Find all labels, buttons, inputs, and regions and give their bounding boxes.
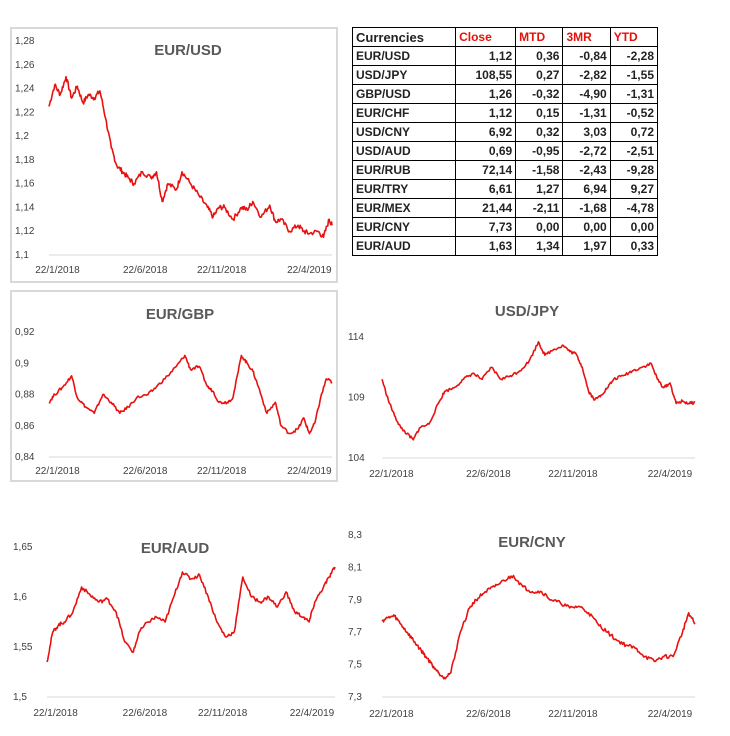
cell-close: 1,12 [456,104,516,123]
y-tick-label: 1,6 [13,592,27,603]
chart-title: USD/JPY [494,303,560,320]
cell-ytd: 0,33 [610,237,657,256]
cell-mtd: 0,32 [516,123,563,142]
y-tick-label: 1,12 [15,226,35,238]
cell-close: 1,63 [456,237,516,256]
x-tick-label: 22/1/2018 [35,466,80,477]
cell-pair: GBP/USD [353,85,456,104]
x-tick-label: 22/11/2018 [548,709,598,720]
x-tick-label: 22/11/2018 [198,708,248,719]
cell-close: 6,92 [456,123,516,142]
table-row [353,199,658,218]
cell-close: 21,44 [456,199,516,218]
cell-pair: EUR/CNY [353,218,456,237]
y-tick-label: 0,88 [15,389,35,401]
cell-mtd: 0,00 [516,218,563,237]
y-tick-label: 7,7 [348,627,362,639]
chart-title: EUR/USD [154,42,222,59]
table-row [353,142,658,161]
y-tick-label: 1,24 [15,83,35,95]
table-header-row [353,28,658,47]
cell-close: 6,61 [456,180,516,199]
cell-r3m: 3,03 [563,123,610,142]
cell-pair: EUR/AUD [353,237,456,256]
cell-r3m: -1,31 [563,104,610,123]
x-tick-label: 22/1/2018 [369,469,414,480]
cell-r3m: -2,72 [563,142,610,161]
y-tick-label: 1,22 [15,107,35,119]
cell-r3m: 1,97 [563,237,610,256]
x-tick-label: 22/1/2018 [33,708,78,719]
series-line [49,355,332,433]
x-tick-label: 22/11/2018 [548,469,598,480]
cell-r3m: -0,84 [563,47,610,66]
cell-ytd: 0,72 [610,123,657,142]
cell-mtd: 0,27 [516,66,563,85]
x-tick-label: 22/4/2019 [647,469,693,480]
chart-title: EUR/AUD [140,540,210,557]
chart-title: EUR/GBP [145,306,215,323]
x-tick-label: 22/11/2018 [196,466,247,477]
y-tick-label: 114 [348,332,364,343]
chart-svg [10,530,340,730]
y-tick-label: 8,3 [348,530,362,541]
y-tick-label: 1,55 [13,642,33,653]
y-tick-label: 0,92 [15,327,35,338]
series-line [382,342,695,440]
y-tick-label: 8,1 [348,562,362,574]
col-3mr-header: 3MR [563,28,610,47]
cell-pair: EUR/CHF [353,104,456,123]
cell-r3m: -4,90 [563,85,610,104]
y-tick-label: 1,2 [15,131,29,143]
x-tick-label: 22/6/2018 [122,265,168,276]
cell-close: 72,14 [456,161,516,180]
currencies-table [352,27,658,256]
chart-eur-gbp [10,290,338,482]
x-tick-label: 22/4/2019 [289,708,335,719]
cell-ytd: 0,00 [610,218,657,237]
chart-svg [12,292,340,484]
cell-r3m: -2,43 [563,161,610,180]
table-row [353,66,658,85]
series-line [47,567,335,662]
cell-pair: USD/CNY [353,123,456,142]
cell-ytd: -9,28 [610,161,657,180]
cell-pair: EUR/MEX [353,199,456,218]
y-tick-label: 7,5 [348,659,362,671]
chart-eur-cny [345,525,705,730]
cell-ytd: -1,31 [610,85,657,104]
x-tick-label: 22/4/2019 [647,709,693,720]
cell-mtd: 1,34 [516,237,563,256]
cell-mtd: 0,15 [516,104,563,123]
cell-r3m: 0,00 [563,218,610,237]
table-row [353,218,658,237]
table-row [353,161,658,180]
cell-mtd: -0,32 [516,85,563,104]
y-tick-label: 1,18 [15,154,35,166]
y-tick-label: 1,26 [15,59,35,71]
cell-ytd: -1,55 [610,66,657,85]
chart-eur-aud [10,530,340,730]
x-tick-label: 22/6/2018 [122,466,168,477]
x-tick-label: 22/6/2018 [122,708,168,719]
y-tick-label: 0,86 [15,420,35,432]
x-tick-label: 22/4/2019 [287,265,332,276]
cell-ytd: -2,51 [610,142,657,161]
y-tick-label: 109 [348,392,365,404]
chart-eur-usd [10,27,338,283]
cell-pair: EUR/TRY [353,180,456,199]
x-tick-label: 22/4/2019 [287,466,332,477]
cell-mtd: -2,11 [516,199,563,218]
y-tick-label: 1,65 [13,542,33,553]
x-tick-label: 22/11/2018 [196,265,247,276]
chart-usd-jpy [345,295,705,485]
chart-svg [345,525,705,730]
table-row [353,237,658,256]
table-title: Currencies [353,28,456,47]
chart-title: EUR/CNY [498,534,566,551]
x-tick-label: 22/1/2018 [35,265,80,276]
chart-svg [12,29,340,285]
y-tick-label: 7,3 [348,692,362,703]
cell-ytd: -4,78 [610,199,657,218]
cell-r3m: -1,68 [563,199,610,218]
cell-pair: USD/AUD [353,142,456,161]
y-tick-label: 1,16 [15,178,35,190]
cell-r3m: -2,82 [563,66,610,85]
table-row [353,180,658,199]
cell-close: 108,55 [456,66,516,85]
col-ytd-header: YTD [610,28,657,47]
table-row [353,123,658,142]
col-mtd-header: MTD [516,28,563,47]
cell-ytd: 9,27 [610,180,657,199]
y-tick-label: 0,84 [15,452,35,463]
y-tick-label: 104 [348,453,365,464]
x-tick-label: 22/6/2018 [466,469,511,480]
series-line [49,77,332,238]
chart-svg [345,295,705,485]
cell-pair: USD/JPY [353,66,456,85]
table-row [353,104,658,123]
cell-pair: EUR/RUB [353,161,456,180]
col-close-header: Close [456,28,516,47]
cell-mtd: 1,27 [516,180,563,199]
cell-close: 1,12 [456,47,516,66]
y-tick-label: 1,5 [13,692,27,703]
cell-close: 1,26 [456,85,516,104]
y-tick-label: 1,28 [15,36,35,47]
cell-close: 7,73 [456,218,516,237]
y-tick-label: 1,14 [15,202,35,214]
cell-ytd: -0,52 [610,104,657,123]
table-row [353,47,658,66]
cell-mtd: -1,58 [516,161,563,180]
y-tick-label: 0,9 [15,358,29,370]
y-tick-label: 1,1 [15,250,29,261]
cell-mtd: 0,36 [516,47,563,66]
cell-pair: EUR/USD [353,47,456,66]
cell-ytd: -2,28 [610,47,657,66]
x-tick-label: 22/6/2018 [466,709,511,720]
cell-mtd: -0,95 [516,142,563,161]
cell-r3m: 6,94 [563,180,610,199]
series-line [382,576,695,679]
table-row [353,85,658,104]
x-tick-label: 22/1/2018 [369,709,414,720]
cell-close: 0,69 [456,142,516,161]
y-tick-label: 7,9 [348,594,362,606]
